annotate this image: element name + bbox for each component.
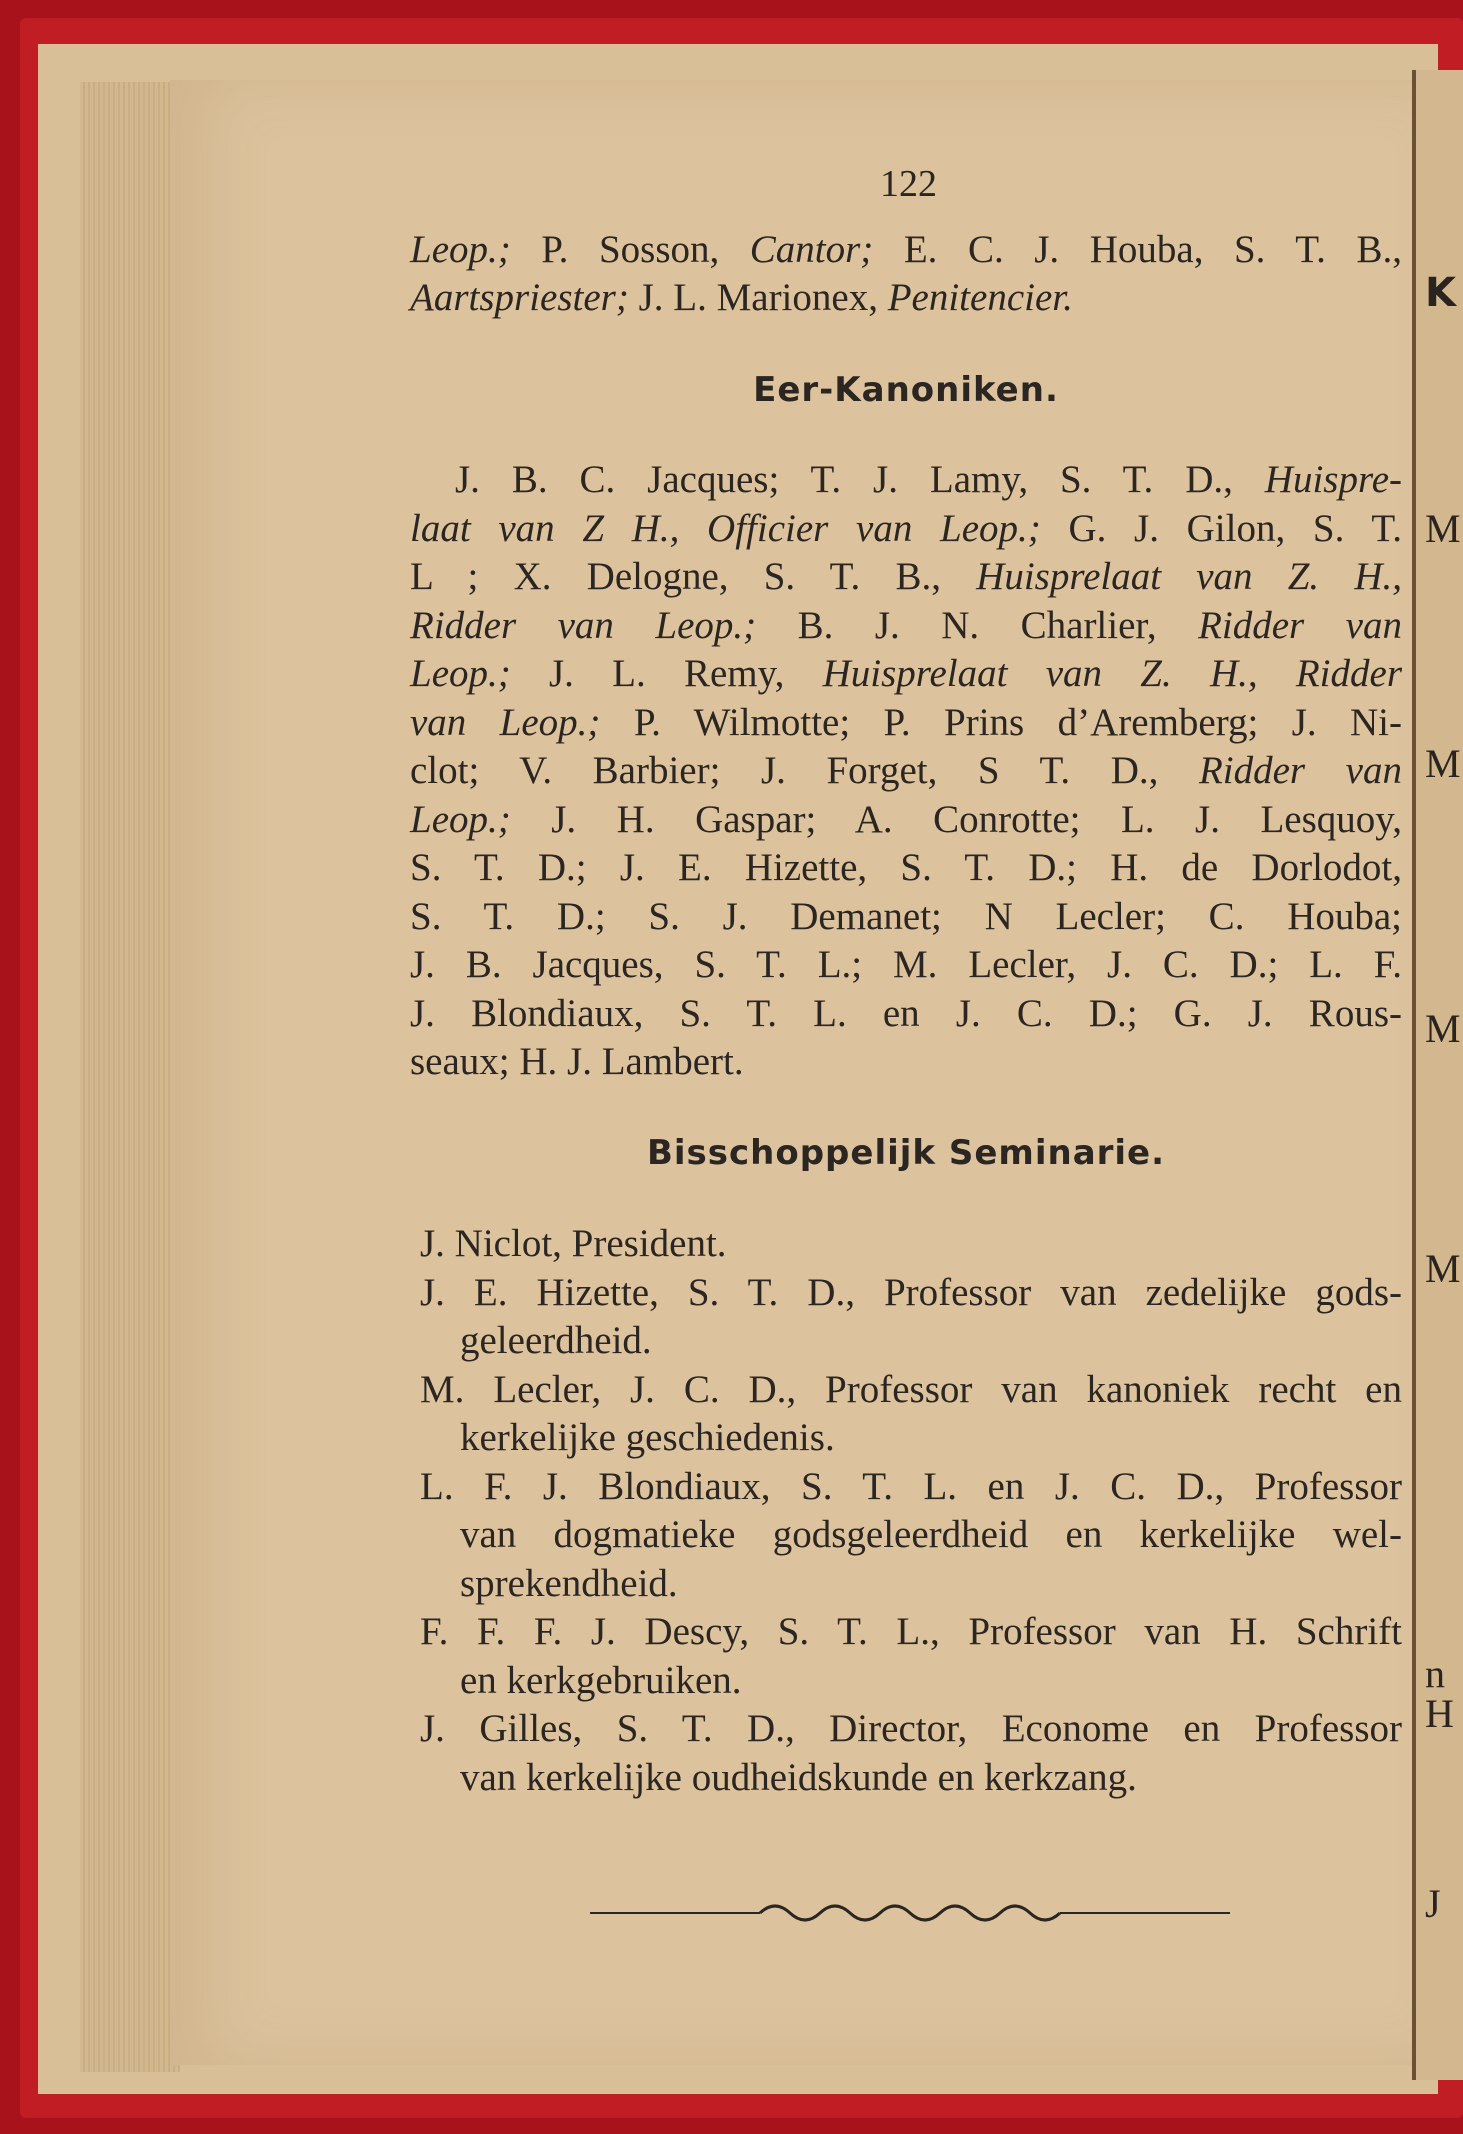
text: P. Sosson, <box>510 228 750 271</box>
seminarie-entry: J. Gilles, S. T. D., Director, Econome en Professor <box>420 1707 1402 1750</box>
seminarie-entry-continuation: geleerdheid. <box>460 1319 652 1362</box>
text: J. H. Gaspar; A. Conrotte; L. J. Lesquoy, <box>510 797 1402 841</box>
text: J. B. Jacques, S. T. L.; M. Lecler, J. C. D.; L. F. <box>410 943 1402 986</box>
italic-text: laat van Z H., Officier van Leop.; <box>410 506 1041 550</box>
seminarie-entry-continuation: van kerkelijke oudheidskunde en kerkzang. <box>460 1755 1137 1799</box>
text: L ; X. Delogne, S. T. B., <box>410 555 977 598</box>
italic-text: Leop.; <box>410 797 511 841</box>
italic-text: Huisprelaat van Z. H., Ridder <box>822 652 1402 695</box>
text-line <box>410 226 1402 274</box>
text: B. J. N. Charlier, <box>756 603 1199 647</box>
text: clot; V. Barbier; J. Forget, S T. D., <box>410 749 1199 792</box>
italic-text: Ridder van <box>1198 749 1402 792</box>
text: S. T. D.; S. J. Demanet; N Lecler; C. Houba; <box>410 894 1402 938</box>
text: P. Wilmotte; P. Prins d’Aremberg; J. Ni- <box>600 700 1402 744</box>
seminarie-entry-continuation: en kerkgebruiken. <box>460 1658 742 1702</box>
text-line <box>410 796 1402 844</box>
seminarie-entry-continuation: sprekendheid. <box>460 1561 678 1605</box>
seminarie-entry: L. F. J. Blondiaux, S. T. L. en J. C. D., Professor <box>420 1464 1402 1508</box>
text-line <box>410 274 1402 322</box>
italic-text: Cantor; <box>749 228 874 271</box>
ornament-divider <box>590 1893 1230 1933</box>
text-line <box>410 844 1402 892</box>
seminarie-entry-continuation: van dogmatieke godsgeleerdheid en kerkelijke wel- <box>460 1513 1402 1556</box>
text: J. L. Marionex, <box>628 276 888 319</box>
text-line <box>410 747 1402 795</box>
text: E. C. J. Houba, S. T. B., <box>873 228 1402 271</box>
page-number: 122 <box>880 163 937 205</box>
text: J. L. Remy, <box>510 652 823 695</box>
text: seaux; H. J. Lambert. <box>410 1040 744 1083</box>
right-page-letter: M <box>1425 741 1461 786</box>
text-line <box>410 699 1402 747</box>
section-heading-eer-kanoniken: Eer-Kanoniken. <box>753 370 1059 410</box>
text: J. B. C. Jacques; T. J. Lamy, S. T. D., <box>455 458 1265 501</box>
italic-text: Aartspriester; <box>410 276 629 319</box>
right-page-edge <box>1416 70 1463 2080</box>
text: S. T. D.; J. E. Hizette, S. T. D.; H. de Dorlodot, <box>410 846 1402 889</box>
text-line <box>410 893 1402 941</box>
italic-text: Ridder van <box>1198 603 1402 647</box>
seminarie-entry: J. Niclot, President. <box>420 1222 727 1265</box>
italic-text: Huispre- <box>1264 458 1402 501</box>
text-line <box>410 456 1402 504</box>
italic-text: Penitencier. <box>887 276 1073 319</box>
right-page-letter: M <box>1425 1246 1461 1291</box>
italic-text: Leop.; <box>410 228 511 271</box>
text: G. J. Gilon, S. T. <box>1040 506 1403 550</box>
right-page-letter: M <box>1425 506 1461 551</box>
seminarie-entry-continuation: kerkelijke geschiedenis. <box>460 1416 835 1459</box>
seminarie-entry: M. Lecler, J. C. D., Professor van kanoniek recht en <box>420 1367 1402 1411</box>
text-line <box>410 553 1402 601</box>
text-line <box>410 602 1402 650</box>
italic-text: Ridder van Leop.; <box>410 603 757 647</box>
text-line <box>410 650 1402 698</box>
text-line <box>410 990 1402 1038</box>
text: J. Blondiaux, S. T. L. en J. C. D.; G. J. Rous- <box>410 991 1402 1035</box>
italic-text: Leop.; <box>410 652 511 695</box>
text-line <box>410 1038 1402 1086</box>
text-line <box>410 505 1402 553</box>
right-page-letter: M <box>1425 1006 1461 1051</box>
right-page-letter: H <box>1425 1691 1454 1736</box>
text-line <box>410 941 1402 989</box>
seminarie-entry: F. F. F. J. Descy, S. T. L., Professor van H. Schrift <box>420 1610 1402 1653</box>
seminarie-entry: J. E. Hizette, S. T. D., Professor van zedelijke gods- <box>420 1270 1402 1314</box>
italic-text: Huisprelaat van Z. H., <box>976 555 1403 598</box>
right-page-letter: K <box>1425 270 1456 316</box>
italic-text: van Leop.; <box>410 700 601 744</box>
right-page-letter: n <box>1425 1651 1445 1696</box>
page-edges <box>80 82 180 2072</box>
section-heading-seminarie: Bisschoppelijk Seminarie. <box>646 1133 1166 1173</box>
right-page-letter: J <box>1425 1881 1441 1926</box>
